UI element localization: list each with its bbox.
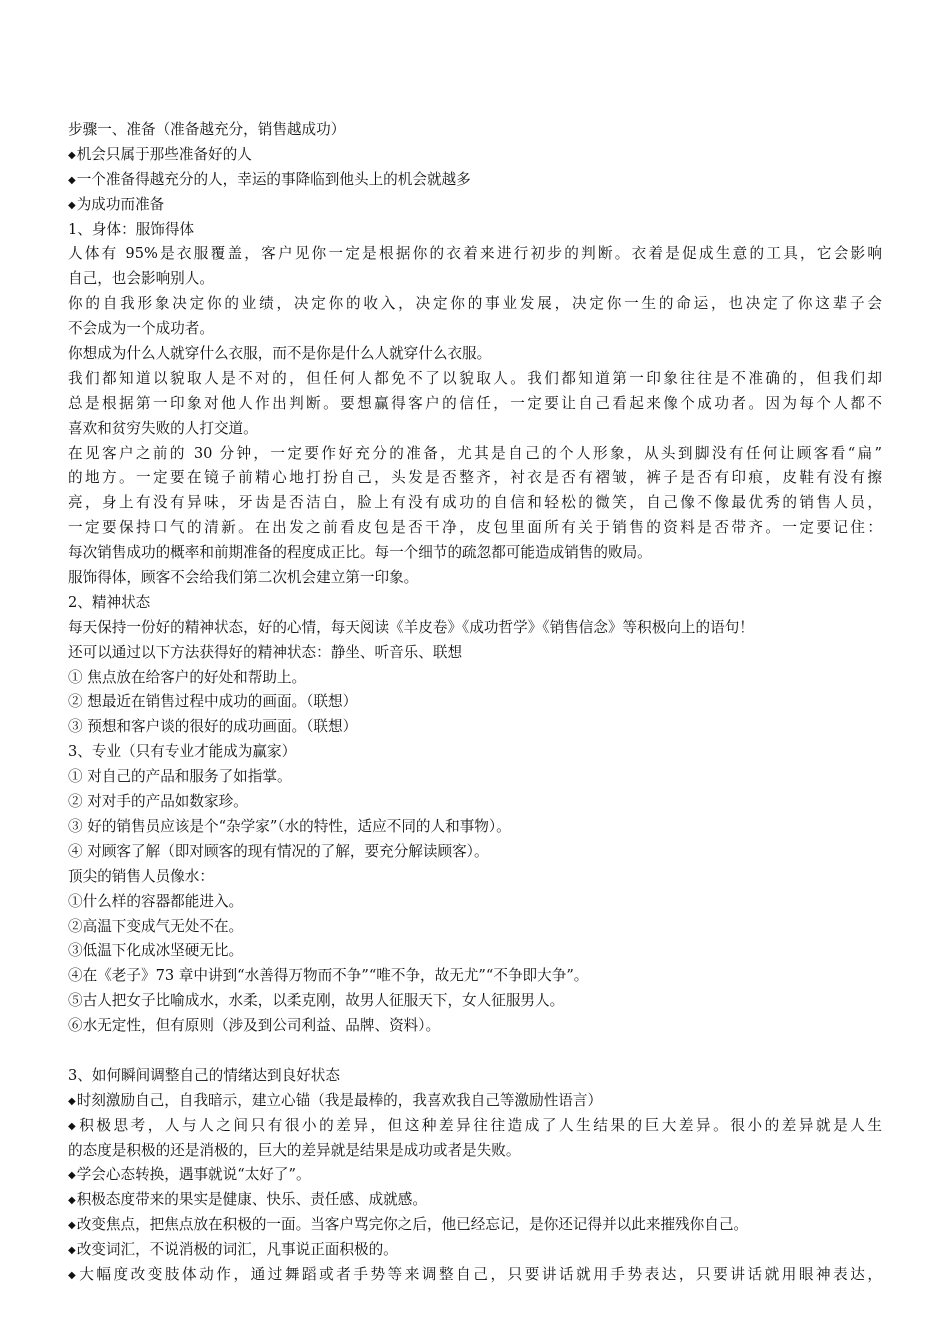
text-line <box>68 690 882 715</box>
text-line <box>68 715 882 740</box>
diamond-bullet-icon: ◆ <box>68 1195 76 1207</box>
bullet-list-item <box>68 143 882 168</box>
line-text: 你的自我形象决定你的业绩，决定你的收入，决定你的事业发展，决定你一生的命运，也决定了你这辈子会 <box>68 295 882 313</box>
bullet-list-item <box>68 1089 882 1114</box>
diamond-bullet-icon: ◆ <box>68 1095 76 1107</box>
line-text: 的地方。一定要在镜子前精心地打扮自己，头发是否整齐，衬衣是否有褶皱，裤子是否有印痕，皮鞋有没有擦 <box>68 469 882 487</box>
line-text: 喜欢和贫穷失败的人打交道。 <box>68 419 258 437</box>
line-text: 在见客户之前的 30 分钟，一定要作好充分的准备，尤其是自己的个人形象，从头到脚没有任何让顾客看“扁” <box>68 444 882 462</box>
document-section-preparation <box>68 118 882 1039</box>
line-text: 一个准备得越充分的人，幸运的事降临到他头上的机会就越多 <box>76 170 471 188</box>
line-text: 2、精神状态 <box>68 593 151 611</box>
bullet-list-item <box>68 193 882 218</box>
line-text: 每天保持一份好的精神状态，好的心情，每天阅读《羊皮卷》《成功哲学》《销售信念》等积极向上的语句！ <box>68 618 754 636</box>
text-line <box>68 840 882 865</box>
text-line <box>68 566 882 591</box>
line-text: 每次销售成功的概率和前期准备的程度成正比。每一个细节的疏忽都可能造成销售的败局。 <box>68 544 652 562</box>
text-line <box>68 765 882 790</box>
line-text: 还可以通过以下方法获得好的精神状态：静坐、听音乐、联想 <box>68 643 463 661</box>
line-text: ②高温下变成气无处不在。 <box>68 917 244 935</box>
bullet-list-item <box>68 168 882 193</box>
line-text: 一定要保持口气的清新。在出发之前看皮包是否干净，皮包里面所有关于销售的资料是否带齐。一定要记住： <box>68 519 882 537</box>
line-text: 亮，身上有没有异味，牙齿是否洁白，脸上有没有成功的自信和轻松的微笑，自己像不像最优秀的销售人员， <box>68 494 882 512</box>
line-text: ① 对自己的产品和服务了如指掌。 <box>68 768 292 786</box>
text-line <box>68 541 882 566</box>
line-text: ② 想最近在销售过程中成功的画面。（联想） <box>68 693 358 711</box>
line-text: ② 对对手的产品如数家珍。 <box>68 793 248 811</box>
text-line <box>68 616 882 641</box>
text-line <box>68 342 882 367</box>
line-text: 总是根据第一印象对他人作出判断。要想赢得客户的信任，一定要让自己看起来像个成功者。因为每个人都不 <box>68 394 882 412</box>
text-line <box>68 666 882 691</box>
bullet-list-item <box>68 1163 882 1188</box>
line-text: ④ 对顾客了解（即对顾客的现有情况的了解，要充分解读顾客）。 <box>68 842 489 860</box>
line-text: ③ 好的销售员应该是个“杂学家”（水的特性，适应不同的人和事物）。 <box>68 817 511 835</box>
text-line <box>68 292 882 317</box>
line-text: 我们都知道以貌取人是不对的，但任何人都免不了以貌取人。我们都知道第一印象往往是不准确的，但我们却 <box>68 369 882 387</box>
text-line <box>68 267 882 292</box>
text-line <box>68 516 882 541</box>
bullet-list-item <box>68 1188 882 1213</box>
text-line <box>68 989 882 1014</box>
diamond-bullet-icon: ◆ <box>68 199 76 211</box>
document-page <box>68 118 882 1288</box>
diamond-bullet-icon: ◆ <box>68 1220 76 1232</box>
line-text: 3、如何瞬间调整自己的情绪达到良好状态 <box>68 1066 340 1084</box>
bullet-list-item <box>68 1213 882 1238</box>
line-text: 不会成为一个成功者。 <box>68 320 214 338</box>
text-line <box>68 815 882 840</box>
text-line <box>68 915 882 940</box>
text-line <box>68 442 882 467</box>
text-line <box>68 865 882 890</box>
line-text: 自己，也会影响别人。 <box>68 270 214 288</box>
text-line <box>68 118 882 143</box>
line-text: 改变焦点，把焦点放在积极的一面。当客户骂完你之后，他已经忘记，是你还记得并以此来摧残你自己。 <box>76 1216 749 1234</box>
line-text: 机会只属于那些准备好的人 <box>76 145 252 163</box>
text-line <box>68 890 882 915</box>
paragraph-spacer <box>68 1039 882 1064</box>
line-text: ③ 预想和客户谈的很好的成功画面。（联想） <box>68 718 358 736</box>
text-line <box>68 964 882 989</box>
line-text: 积极思考，人与人之间只有很小的差异，但这种差异往往造成了人生结果的巨大差异。很小的差异就是人生 <box>79 1116 882 1134</box>
line-text: 1、身体：服饰得体 <box>68 220 195 238</box>
text-line <box>68 218 882 243</box>
text-line <box>68 790 882 815</box>
line-text: 大幅度改变肢体动作，通过舞蹈或者手势等来调整自己，只要讲话就用手势表达，只要讲话就用眼神表达， <box>79 1265 882 1283</box>
line-text: ① 焦点放在给客户的好处和帮助上。 <box>68 668 307 686</box>
line-text: 的态度是积极的还是消极的，巨大的差异就是结果是成功或者是失败。 <box>68 1141 521 1159</box>
document-section-emotion <box>68 1064 882 1288</box>
line-text: 人体有 95%是衣服覆盖，客户见你一定是根据你的衣着来进行初步的判断。衣着是促成生意的工具，它会影响 <box>68 245 882 263</box>
diamond-bullet-icon: ◆ <box>68 174 76 186</box>
line-text: ⑤古人把女子比喻成水，水柔，以柔克刚，故男人征服天下，女人征服男人。 <box>68 992 565 1010</box>
text-line <box>68 641 882 666</box>
line-text: 服饰得体，顾客不会给我们第二次机会建立第一印象。 <box>68 569 419 587</box>
text-line <box>68 939 882 964</box>
diamond-bullet-icon: ◆ <box>68 1269 79 1281</box>
line-text: 你想成为什么人就穿什么衣服，而不是你是什么人就穿什么衣服。 <box>68 345 492 363</box>
bullet-list-item <box>68 1114 882 1139</box>
line-text: ⑥水无定性，但有原则（涉及到公司利益、品牌、资料）。 <box>68 1017 441 1035</box>
line-text: ①什么样的容器都能进入。 <box>68 892 244 910</box>
text-line <box>68 367 882 392</box>
text-line <box>68 1064 882 1089</box>
line-text: 顶尖的销售人员像水： <box>68 867 214 885</box>
diamond-bullet-icon: ◆ <box>68 1170 76 1182</box>
text-line <box>68 591 882 616</box>
text-line <box>68 317 882 342</box>
diamond-bullet-icon: ◆ <box>68 149 76 161</box>
text-line <box>68 1014 882 1039</box>
line-text: 改变词汇，不说消极的词汇，凡事说正面积极的。 <box>76 1241 398 1259</box>
line-text: 为成功而准备 <box>76 195 165 213</box>
text-line <box>68 491 882 516</box>
line-text: 时刻激励自己，自我暗示，建立心锚（我是最棒的，我喜欢我自己等激励性语言） <box>76 1091 603 1109</box>
text-line <box>68 740 882 765</box>
line-text: 学会心态转换，遇事就说“太好了”。 <box>76 1166 311 1184</box>
text-line <box>68 1139 882 1164</box>
line-text: 3、专业（只有专业才能成为赢家） <box>68 743 297 761</box>
text-line <box>68 392 882 417</box>
bullet-list-item <box>68 1238 882 1263</box>
line-text: 积极态度带来的果实是健康、快乐、责任感、成就感。 <box>76 1191 427 1209</box>
diamond-bullet-icon: ◆ <box>68 1245 76 1257</box>
bullet-list-item <box>68 1263 882 1288</box>
text-line <box>68 466 882 491</box>
text-line <box>68 242 882 267</box>
line-text: ④在《老子》73 章中讲到“水善得万物而不争”“唯不争，故无尤”“不争即大争”。 <box>68 967 589 985</box>
line-text: 步骤一、准备（准备越充分，销售越成功） <box>68 121 346 138</box>
text-line <box>68 417 882 442</box>
diamond-bullet-icon: ◆ <box>68 1120 79 1132</box>
line-text: ③低温下化成冰坚硬无比。 <box>68 942 244 960</box>
